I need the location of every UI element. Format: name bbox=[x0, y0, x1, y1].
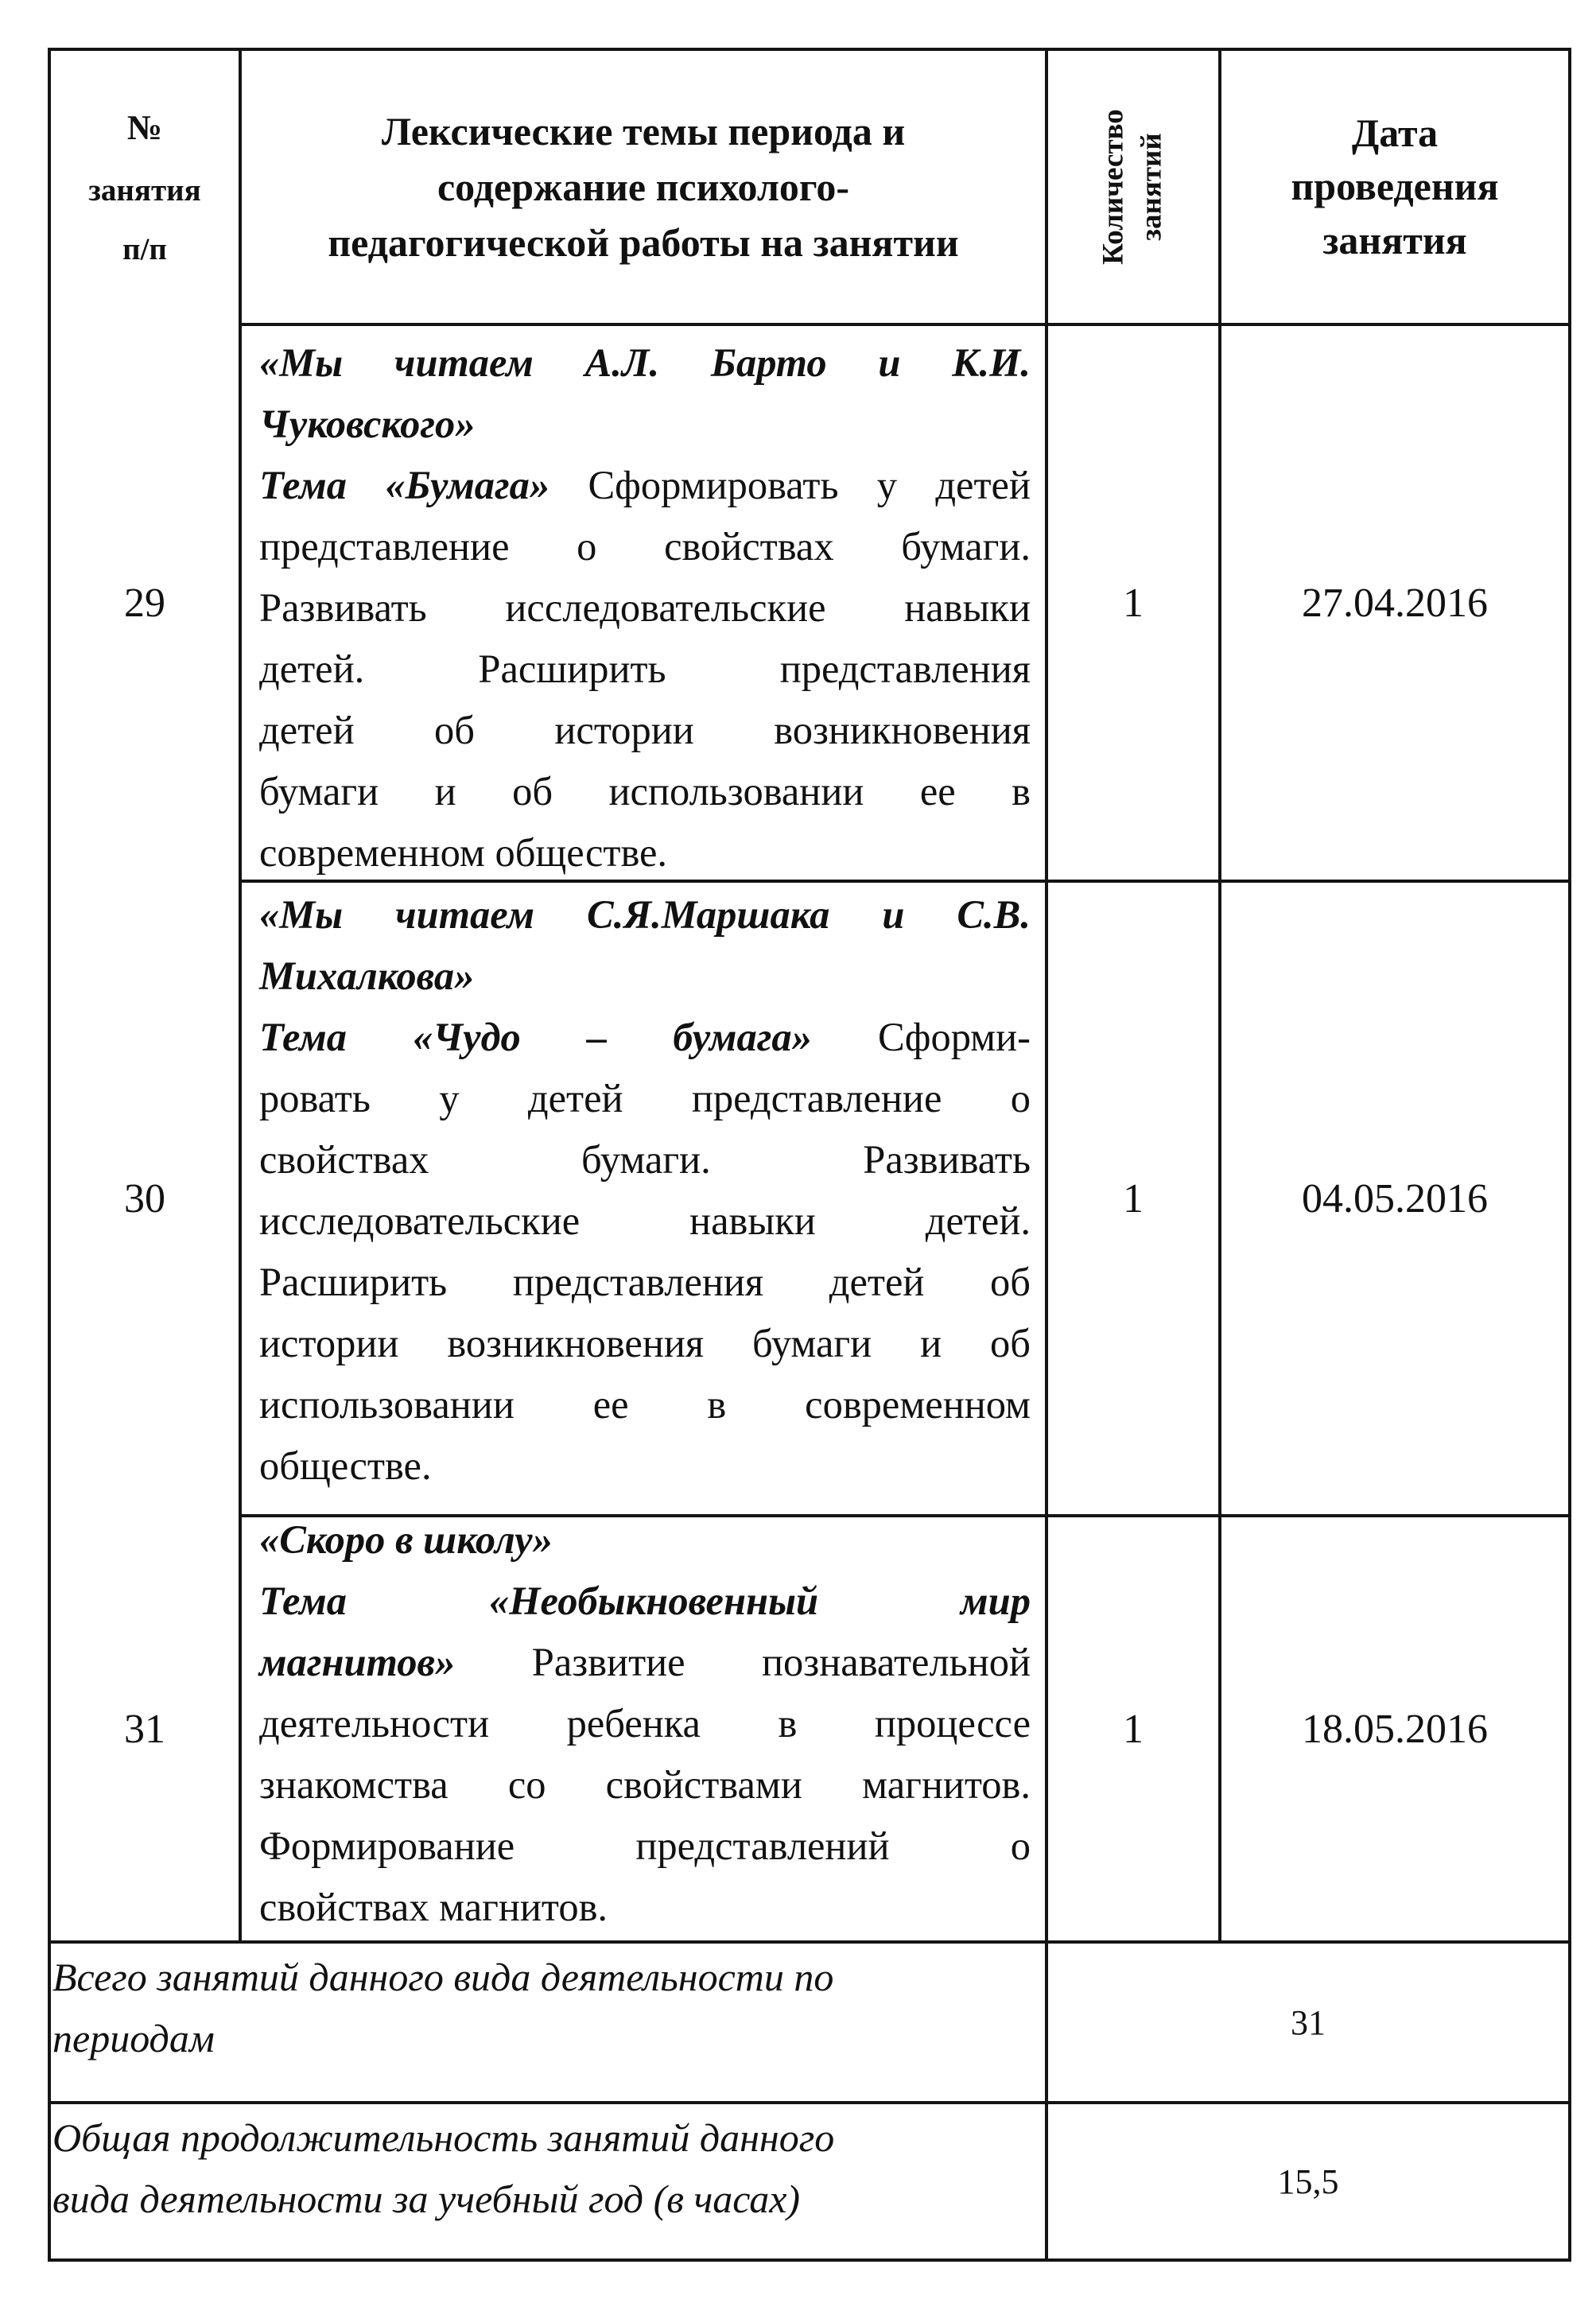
topic-title-text: Тема «Необыкновенный мир bbox=[259, 1579, 1031, 1623]
row-30-count: 1 bbox=[1123, 1175, 1144, 1221]
col-number-divider bbox=[239, 48, 242, 1944]
topic-line bbox=[259, 1571, 1031, 1632]
row-29-number: 29 bbox=[124, 580, 165, 626]
topic-description-text: Расширить представления детей об bbox=[259, 1260, 1031, 1304]
topic-line bbox=[259, 1816, 1031, 1877]
row-30-topic bbox=[259, 884, 1031, 1497]
row-30-number: 30 bbox=[124, 1175, 165, 1221]
topic-description-text: свойствах бумаги. Развивать bbox=[259, 1137, 1031, 1182]
header-topic-line: педагогической работы на занятии bbox=[328, 220, 959, 265]
row-31-date: 18.05.2016 bbox=[1302, 1706, 1488, 1752]
topic-description-text: современном обществе. bbox=[259, 830, 668, 875]
topic-description-text: свойствах магнитов. bbox=[259, 1885, 608, 1929]
total-hours-label-line: вида деятельности за учебный год (в часах) bbox=[52, 2177, 801, 2221]
total-hours-value: 15,5 bbox=[1277, 2161, 1339, 2201]
topic-line bbox=[259, 516, 1031, 577]
row-29-date: 27.04.2016 bbox=[1302, 580, 1488, 626]
header-number-sub: п/п bbox=[122, 231, 167, 266]
header-number bbox=[49, 49, 240, 324]
total-sessions-label bbox=[52, 1947, 1050, 2069]
topic-line bbox=[259, 1435, 1031, 1497]
row-30-date: 04.05.2016 bbox=[1302, 1175, 1488, 1221]
topic-line bbox=[259, 700, 1031, 761]
total-hours-label-line: Общая продолжительность занятий данного bbox=[52, 2115, 835, 2160]
topic-line bbox=[259, 1693, 1031, 1754]
topic-description-text: исследовательские навыки детей. bbox=[259, 1198, 1031, 1243]
topic-description-text: детей. Расширить представления bbox=[259, 647, 1031, 691]
topic-line bbox=[259, 1190, 1031, 1252]
topic-line bbox=[259, 1252, 1031, 1313]
topic-line bbox=[259, 332, 1031, 394]
topic-description-text: Формирование представлений о bbox=[259, 1823, 1031, 1868]
topic-line bbox=[259, 577, 1031, 639]
header-topic bbox=[240, 49, 1047, 324]
topic-line bbox=[259, 1374, 1031, 1435]
topic-line bbox=[259, 761, 1031, 822]
topic-description-text: истории возникновения бумаги и об bbox=[259, 1321, 1031, 1365]
topic-title-text: «Мы читаем А.Л. Барто и К.И. bbox=[259, 340, 1031, 385]
topic-description-text: Развивать исследовательские навыки bbox=[259, 585, 1031, 630]
row-29-topic bbox=[259, 332, 1031, 884]
topic-description-text: Сформи- bbox=[811, 1015, 1031, 1059]
topic-line bbox=[259, 1068, 1031, 1129]
topic-description-text: использовании ее в современном bbox=[259, 1382, 1031, 1427]
topic-description-text: Сформировать у детей bbox=[549, 463, 1031, 507]
topic-line bbox=[259, 1877, 1031, 1938]
topic-description-text: представление о свойствах бумаги. bbox=[259, 524, 1031, 569]
table-right-border bbox=[1568, 48, 1571, 2262]
topic-line bbox=[259, 946, 1031, 1007]
topic-line bbox=[259, 639, 1031, 700]
header-count-line: Количество bbox=[1097, 109, 1130, 265]
row-31-count: 1 bbox=[1123, 1706, 1144, 1752]
header-number-word: занятия bbox=[88, 173, 201, 208]
topic-title-text: Михалкова» bbox=[259, 953, 475, 998]
header-date-line: Дата bbox=[1351, 110, 1439, 155]
topic-description-text: бумаги и об использовании ее в bbox=[259, 769, 1031, 814]
header-date-line: проведения bbox=[1291, 164, 1499, 209]
topic-title-text: Тема «Чудо – бумага» bbox=[259, 1015, 812, 1059]
header-count-line: занятий bbox=[1136, 133, 1168, 241]
topic-description-text: Развитие познавательной bbox=[455, 1640, 1031, 1684]
topic-description-text: знакомства со свойствами магнитов. bbox=[259, 1762, 1031, 1807]
total-sessions-label-line: Всего занятий данного вида деятельности по bbox=[52, 1955, 834, 1999]
topic-title-text: «Скоро в школу» bbox=[259, 1517, 553, 1562]
topic-description-text: ровать у детей представление о bbox=[259, 1076, 1031, 1120]
total-hours-label bbox=[52, 2107, 1050, 2230]
total-sessions-value: 31 bbox=[1291, 2002, 1326, 2042]
topic-line bbox=[259, 1007, 1031, 1068]
topic-line bbox=[259, 1632, 1031, 1693]
row-31-number: 31 bbox=[124, 1706, 165, 1752]
topic-line bbox=[259, 455, 1031, 516]
total-sessions-label-line: периодам bbox=[52, 2016, 215, 2060]
topic-line bbox=[259, 1509, 1031, 1571]
header-date-line: занятия bbox=[1322, 217, 1467, 262]
row-31-topic bbox=[259, 1509, 1031, 1938]
header-topic-line: Лексические темы периода и bbox=[381, 109, 906, 153]
topic-line bbox=[259, 1313, 1031, 1374]
topic-title-text: магнитов» bbox=[259, 1640, 456, 1684]
header-count bbox=[1047, 49, 1220, 324]
topic-line bbox=[259, 394, 1031, 455]
topic-description-text: деятельности ребенка в процессе bbox=[259, 1701, 1031, 1746]
topic-line bbox=[259, 884, 1031, 946]
topic-description-text: детей об истории возникновения bbox=[259, 708, 1031, 752]
header-number-sign: № bbox=[126, 108, 163, 148]
topic-line bbox=[259, 822, 1031, 884]
topic-description-text: обществе. bbox=[259, 1443, 432, 1488]
topic-line bbox=[259, 1129, 1031, 1190]
topic-line bbox=[259, 1754, 1031, 1816]
topic-title-text: Тема «Бумага» bbox=[259, 463, 550, 507]
table-bottom-border bbox=[48, 2258, 1571, 2262]
topic-title-text: «Мы читаем С.Я.Маршака и С.В. bbox=[259, 892, 1031, 937]
header-topic-line: содержание психолого- bbox=[437, 165, 849, 209]
header-date bbox=[1220, 49, 1570, 324]
row-29-count: 1 bbox=[1123, 580, 1144, 626]
topic-title-text: Чуковского» bbox=[259, 402, 476, 446]
